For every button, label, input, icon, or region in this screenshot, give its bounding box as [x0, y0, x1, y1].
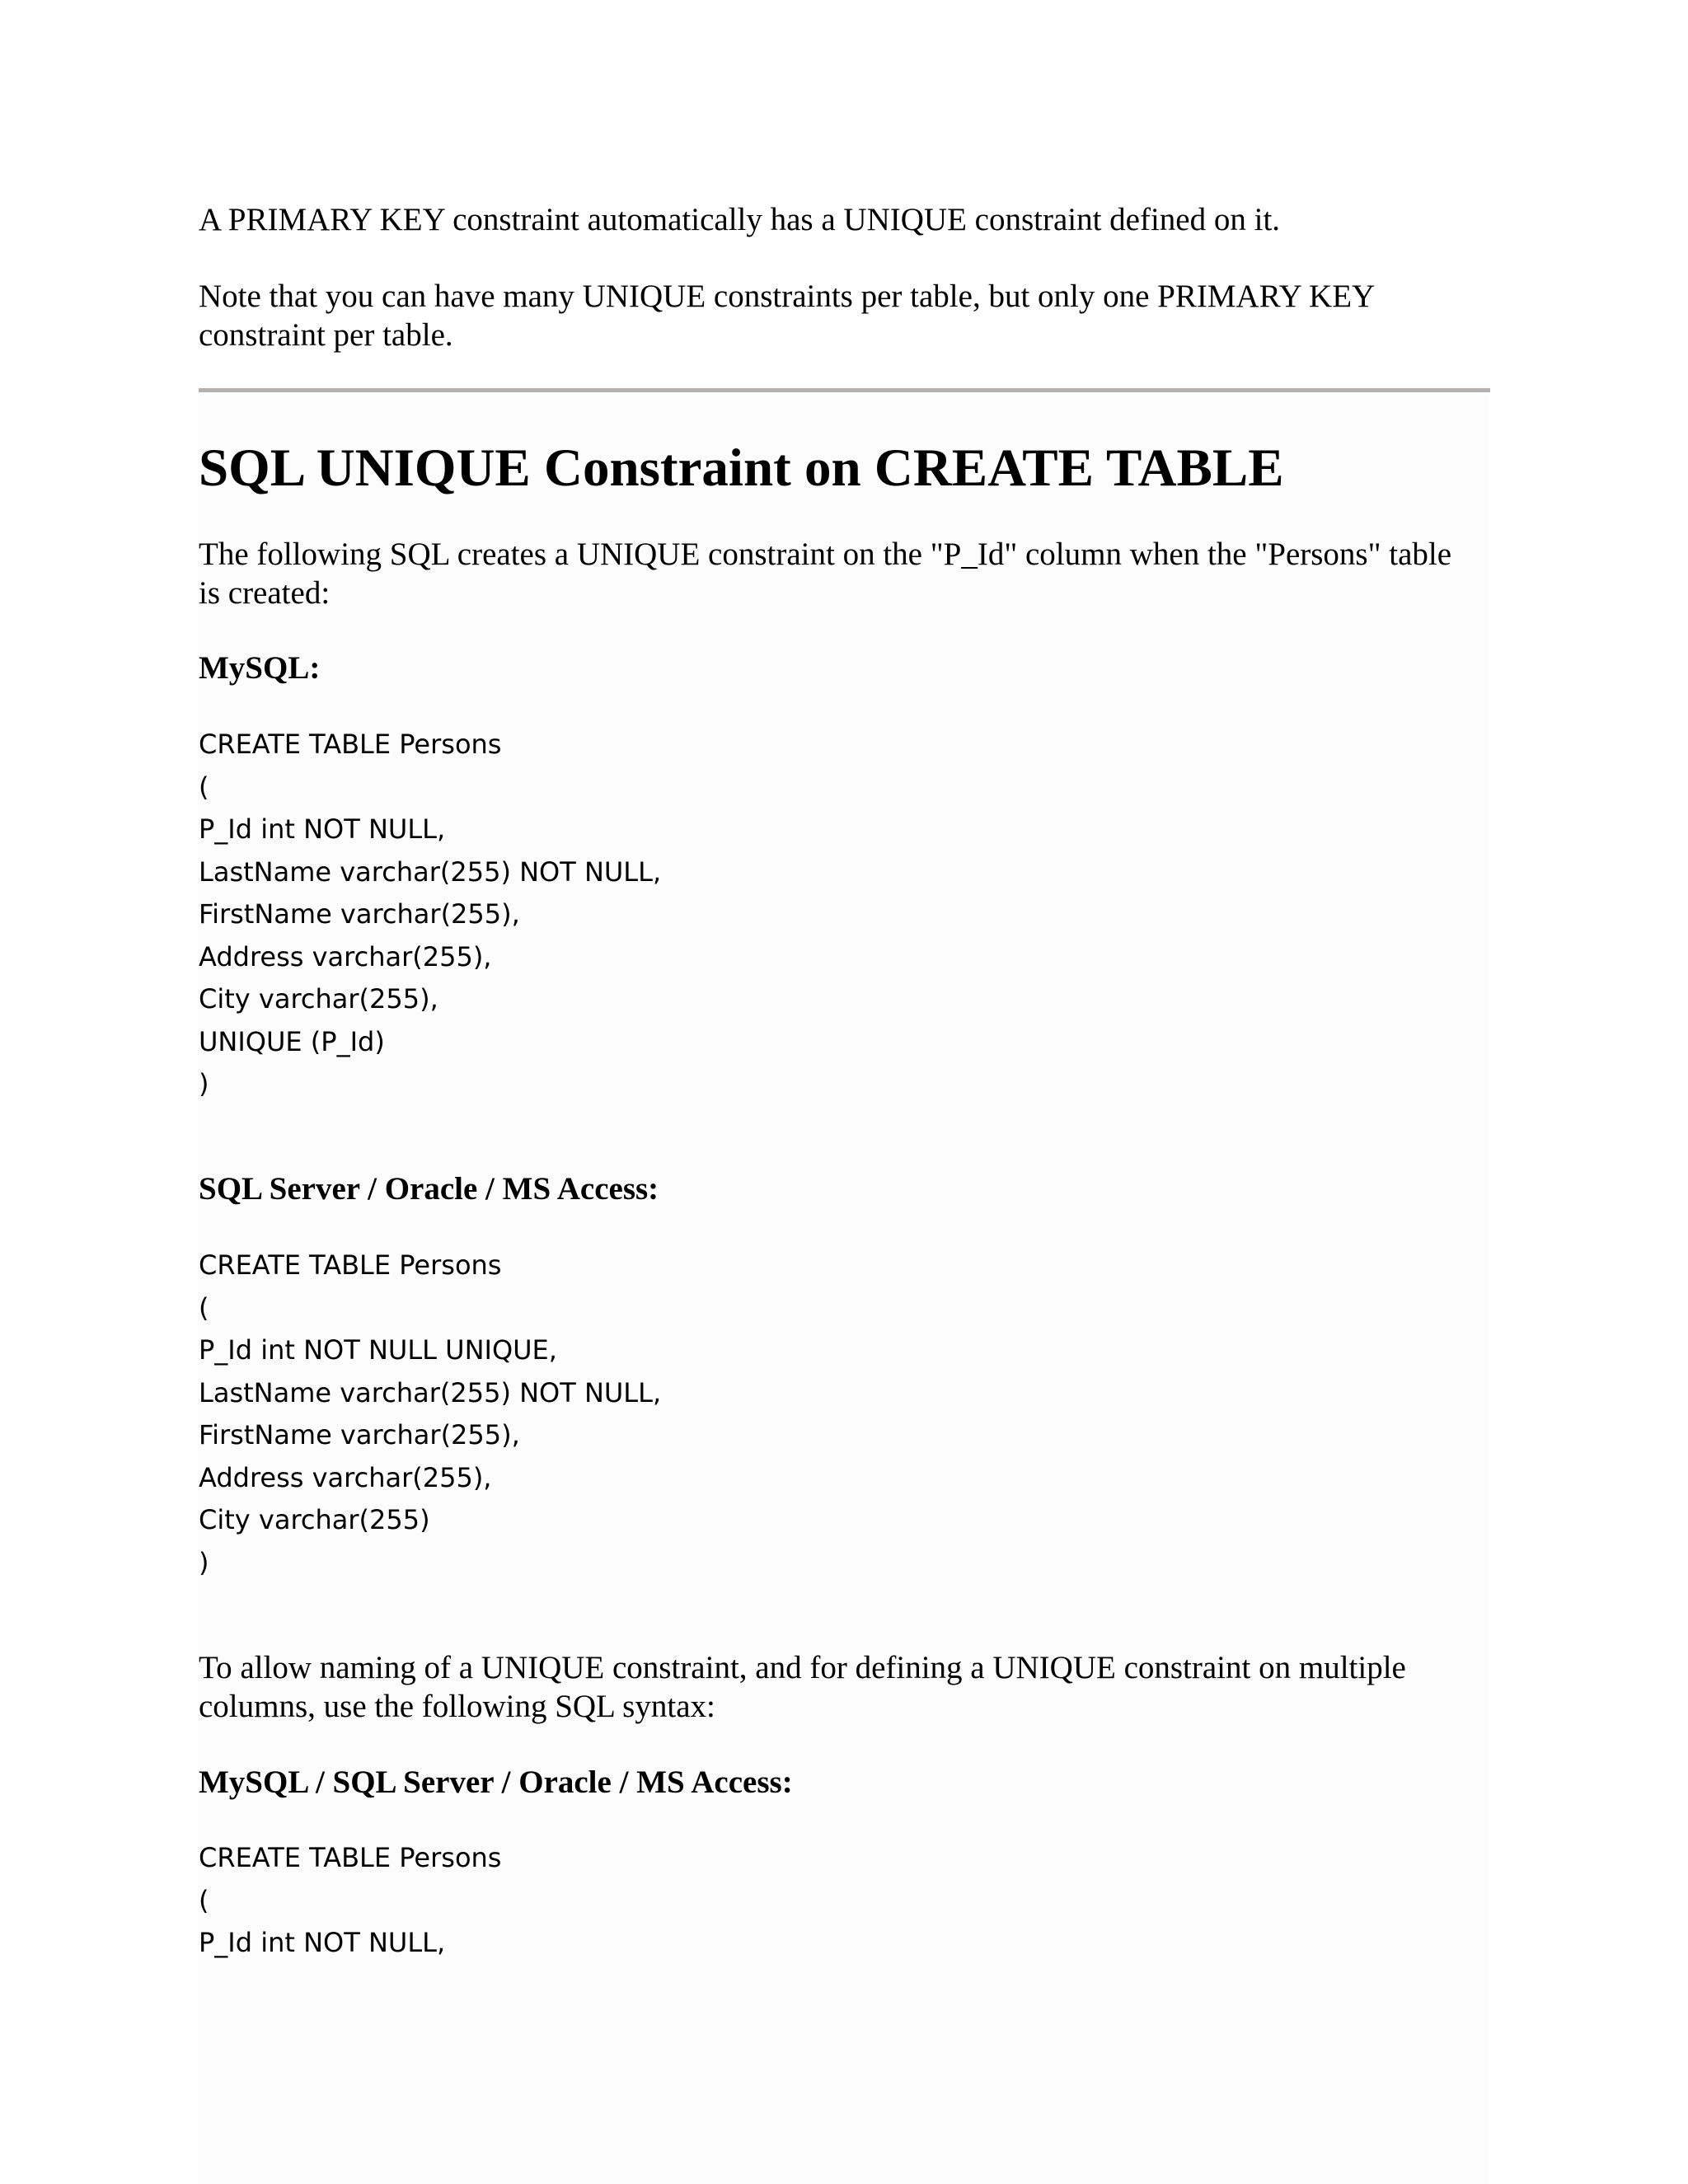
all-db-label: MySQL / SQL Server / Oracle / MS Access:	[199, 1765, 793, 1800]
code-line: (	[199, 771, 209, 803]
code-line: Address varchar(255),	[199, 1461, 492, 1493]
code-line: LastName varchar(255) NOT NULL,	[199, 1376, 662, 1408]
code-line: CREATE TABLE Persons	[199, 1249, 502, 1281]
code-line: P_Id int NOT NULL UNIQUE,	[199, 1334, 557, 1366]
code-line: (	[199, 1291, 209, 1324]
code-line: City varchar(255)	[199, 1504, 430, 1535]
all-db-code-block	[199, 1837, 501, 1965]
code-line: City varchar(255),	[199, 983, 438, 1015]
sqlserver-code-block	[199, 1244, 661, 1584]
code-line: CREATE TABLE Persons	[199, 1842, 502, 1873]
sqlserver-label: SQL Server / Oracle / MS Access:	[199, 1171, 659, 1207]
mysql-code-block	[199, 724, 661, 1106]
paragraph-note: Note that you can have many UNIQUE constraints per table, but only one PRIMARY KEY constraint per table.	[199, 279, 1374, 353]
code-line: )	[199, 1546, 209, 1578]
code-line: FirstName varchar(255),	[199, 1419, 520, 1451]
paragraph-naming: To allow naming of a UNIQUE constraint, and for defining a UNIQUE constraint on multiple columns, use the following SQL syntax:	[199, 1650, 1406, 1724]
horizontal-rule	[199, 388, 1490, 392]
paragraph-following-sql: The following SQL creates a UNIQUE constraint on the "P_Id" column when the "Persons" table is created:	[199, 537, 1452, 611]
code-line: (	[199, 1884, 209, 1916]
code-line: P_Id int NOT NULL,	[199, 1927, 446, 1958]
code-line: CREATE TABLE Persons	[199, 729, 502, 760]
paragraph-primary-key: A PRIMARY KEY constraint automatically has a UNIQUE constraint defined on it.	[199, 202, 1281, 237]
code-line: Address varchar(255),	[199, 940, 492, 972]
code-line: FirstName varchar(255),	[199, 898, 520, 930]
code-line: P_Id int NOT NULL,	[199, 813, 446, 845]
code-line: LastName varchar(255) NOT NULL,	[199, 855, 662, 888]
mysql-label: MySQL:	[199, 650, 321, 686]
code-line: )	[199, 1068, 209, 1099]
code-line: UNIQUE (P_Id)	[199, 1025, 385, 1057]
section-heading: SQL UNIQUE Constraint on CREATE TABLE	[199, 438, 1284, 498]
